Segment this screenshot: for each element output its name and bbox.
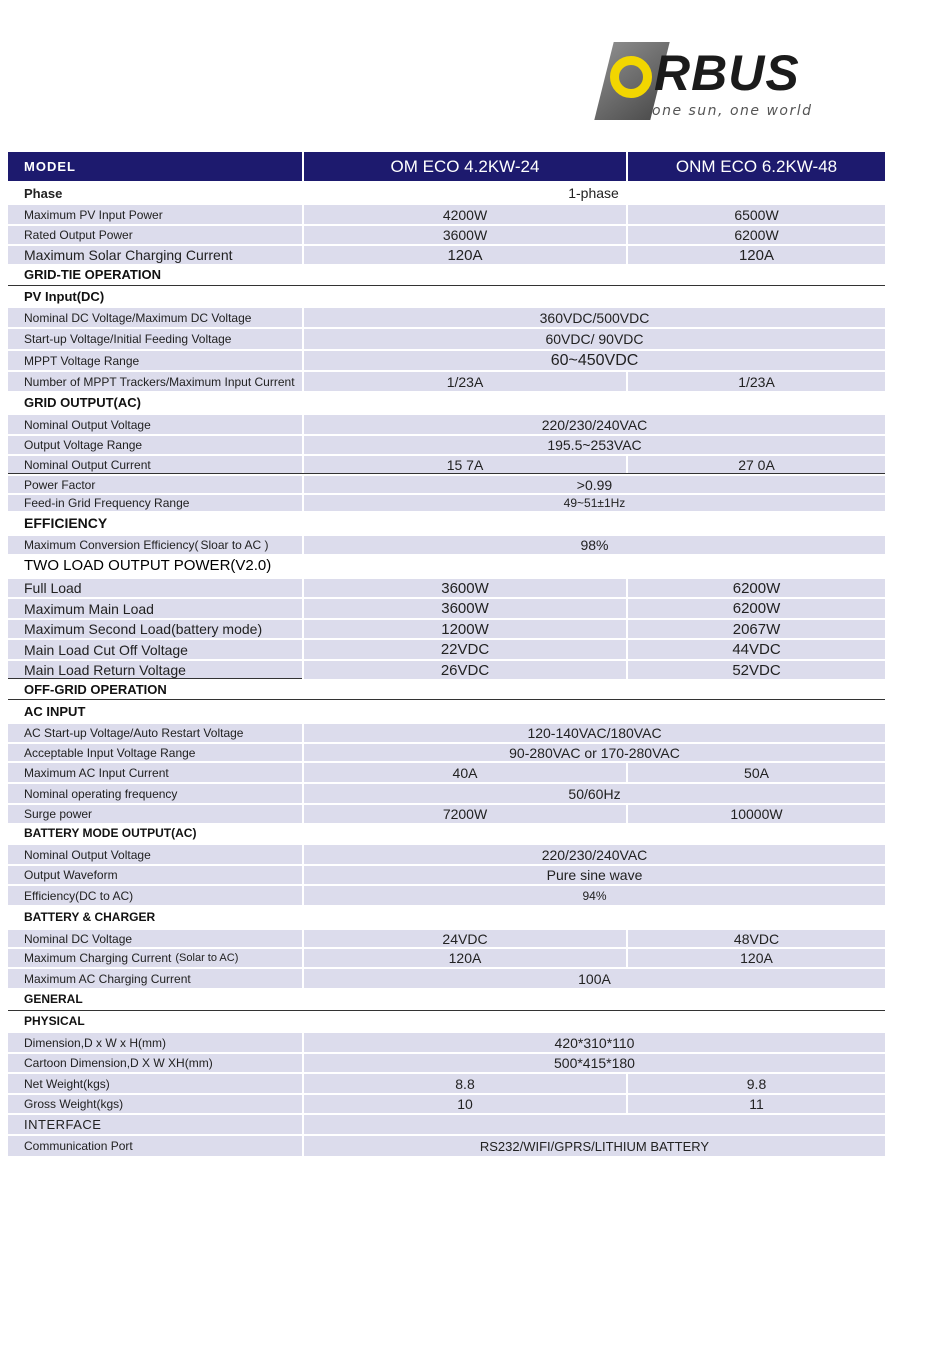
row-label: Nominal Output Voltage	[24, 417, 151, 432]
row-value: 1-phase	[568, 185, 619, 201]
spec-table	[8, 152, 885, 1156]
table-row	[8, 370, 885, 391]
row-label: Full Load	[24, 580, 82, 596]
row-value-b: 50A	[626, 763, 885, 782]
row-label: Nominal operating frequency	[24, 786, 178, 801]
row-value-b: 6500W	[626, 205, 885, 224]
row-value-b: 10000W	[626, 805, 885, 823]
model-b-header: ONM ECO 6.2KW-48	[626, 152, 885, 181]
row-value-b: 6200W	[626, 226, 885, 244]
table-row	[8, 659, 885, 679]
table-row	[8, 597, 885, 618]
row-label: Feed-in Grid Frequency Range	[24, 496, 190, 510]
row-label: Communication Port	[24, 1139, 133, 1153]
table-row	[8, 349, 885, 370]
row-value-a: 3600W	[302, 226, 626, 244]
row-value-a: 8.8	[302, 1074, 626, 1093]
section-battery-charger: BATTERY & CHARGER	[24, 909, 156, 924]
row-value-b: 120A	[626, 246, 885, 264]
section-grid-output: GRID OUTPUT(AC)	[24, 394, 141, 410]
row-value-a: 24VDC	[302, 930, 626, 947]
row-value-b: 1/23A	[626, 372, 885, 391]
row-label: INTERFACE	[24, 1117, 102, 1132]
row-label: Cartoon Dimension,D X W XH(mm)	[24, 1056, 213, 1070]
row-label-main: Maximum Charging Current	[24, 951, 172, 965]
model-header: MODEL	[24, 159, 76, 174]
row-label: Maximum Main Load	[24, 600, 154, 617]
table-row	[8, 928, 885, 947]
row-label: Net Weight(kgs)	[24, 1076, 110, 1091]
row-value-a: 120A	[302, 246, 626, 264]
table-row	[8, 181, 885, 203]
row-value: 195.5~253VAC	[302, 436, 885, 454]
section-grid-tie: GRID-TIE OPERATION	[8, 264, 885, 286]
row-value-b: 52VDC	[626, 661, 885, 679]
row-value: 500*415*180	[302, 1054, 885, 1072]
row-label: Maximum Second Load(battery mode)	[24, 621, 263, 637]
table-row	[8, 884, 885, 905]
logo-wordmark: RBUS	[654, 45, 800, 101]
table-row	[8, 722, 885, 742]
table-row	[8, 454, 885, 474]
row-value-b: 48VDC	[626, 930, 885, 947]
row-value-b: 6200W	[626, 599, 885, 618]
row-value: 98%	[302, 536, 885, 554]
row-label: Maximum AC Charging Current	[24, 971, 191, 986]
section-pv-input: PV Input(DC)	[24, 288, 105, 304]
row-label: Nominal Output Voltage	[24, 847, 151, 862]
row-value: 60VDC/ 90VDC	[302, 329, 885, 349]
section-efficiency: EFFICIENCY	[24, 514, 108, 531]
row-value-b: 44VDC	[626, 640, 885, 659]
table-row	[8, 1113, 885, 1134]
table-row	[8, 1031, 885, 1052]
row-value-a: 15 7A	[302, 456, 626, 473]
row-value-b: 11	[626, 1095, 885, 1113]
table-row	[8, 761, 885, 782]
row-value-a: 3600W	[302, 599, 626, 618]
row-value-b: 2067W	[626, 620, 885, 638]
row-value: 50/60Hz	[302, 784, 885, 803]
row-value: >0.99	[302, 476, 885, 493]
row-value: 94%	[302, 886, 885, 905]
row-value: 100A	[302, 969, 885, 988]
table-row	[8, 947, 885, 967]
row-value	[302, 1115, 885, 1134]
section-battery-mode: BATTERY MODE OUTPUT(AC)	[24, 826, 197, 840]
logo-o-ring-icon	[610, 56, 652, 98]
row-value-b: 6200W	[626, 579, 885, 597]
model-a-header: OM ECO 4.2KW-24	[302, 152, 626, 181]
row-label: Number of MPPT Trackers/Maximum Input Current	[24, 374, 295, 389]
row-label: Maximum AC Input Current	[24, 765, 169, 780]
row-label: Maximum PV Input Power	[24, 207, 163, 222]
row-value-b: 27 0A	[626, 456, 885, 473]
table-row	[8, 534, 885, 554]
table-row	[8, 618, 885, 638]
row-label: Nominal Output Current	[24, 457, 151, 472]
table-row	[8, 742, 885, 761]
row-label: Start-up Voltage/Initial Feeding Voltage	[24, 332, 232, 346]
table-row	[8, 413, 885, 434]
table-row	[8, 327, 885, 349]
row-label: Main Load Cut Off Voltage	[24, 641, 188, 658]
row-value-a: 7200W	[302, 805, 626, 823]
row-value-a: 1/23A	[302, 372, 626, 391]
table-row	[8, 577, 885, 597]
row-label: MPPT Voltage Range	[24, 353, 140, 368]
row-label: Output Voltage Range	[24, 438, 143, 452]
row-label: Maximum Solar Charging Current	[24, 247, 233, 263]
logo-tagline: one sun, one world	[652, 103, 813, 119]
table-row	[8, 803, 885, 823]
row-label: AC Start-up Voltage/Auto Restart Voltage	[24, 726, 244, 740]
table-row	[8, 1072, 885, 1093]
row-label-main: Maximum Conversion Efficiency(	[24, 538, 199, 552]
section-general: GENERAL	[8, 988, 885, 1011]
table-row	[8, 224, 885, 244]
row-value: 420*310*110	[302, 1033, 885, 1052]
row-label	[8, 536, 302, 554]
table-row	[8, 434, 885, 454]
table-row	[8, 1052, 885, 1072]
table-header	[8, 152, 885, 181]
table-row	[8, 1134, 885, 1156]
row-value-a: 40A	[302, 763, 626, 782]
row-label: Phase	[24, 185, 63, 201]
row-label: Surge power	[24, 807, 93, 821]
row-value: 49~51±1Hz	[302, 495, 885, 511]
table-row	[8, 1093, 885, 1113]
row-value-b: 120A	[626, 949, 885, 967]
row-label: Nominal DC Voltage	[24, 931, 133, 946]
row-value-a: 3600W	[302, 579, 626, 597]
row-value: 120-140VAC/180VAC	[302, 724, 885, 742]
row-value-a: 1200W	[302, 620, 626, 638]
section-physical: PHYSICAL	[24, 1014, 85, 1028]
row-label: Rated Output Power	[24, 228, 133, 242]
row-value: Pure sine wave	[302, 866, 885, 884]
table-row	[8, 203, 885, 224]
row-label-sub: Sloar to AC )	[200, 538, 269, 552]
row-value-a: 22VDC	[302, 640, 626, 659]
row-value-a: 26VDC	[302, 661, 626, 679]
row-label	[8, 949, 302, 967]
row-value-b: 9.8	[626, 1074, 885, 1093]
row-label: Power Factor	[24, 477, 96, 492]
row-label-sub: (Solar to AC)	[175, 952, 239, 964]
section-off-grid: OFF-GRID OPERATION	[8, 679, 885, 700]
row-label: Main Load Return Voltage	[8, 661, 302, 679]
table-row	[8, 843, 885, 864]
row-value-a: 120A	[302, 949, 626, 967]
row-value: 90-280VAC or 170-280VAC	[302, 744, 885, 761]
row-label: Acceptable Input Voltage Range	[24, 745, 196, 760]
table-row	[8, 967, 885, 988]
row-value: RS232/WIFI/GPRS/LITHIUM BATTERY	[302, 1136, 885, 1156]
table-row	[8, 864, 885, 884]
table-row	[8, 782, 885, 803]
row-label: Efficiency(DC to AC)	[24, 888, 134, 903]
row-label: Output Waveform	[24, 868, 118, 882]
row-value-a: 10	[302, 1095, 626, 1113]
table-row	[8, 493, 885, 511]
row-label: Nominal DC Voltage/Maximum DC Voltage	[24, 310, 252, 325]
table-row	[8, 244, 885, 264]
section-two-load: TWO LOAD OUTPUT POWER(V2.0)	[24, 557, 272, 574]
row-value: 60~450VDC	[302, 351, 885, 370]
brand-logo	[600, 40, 830, 125]
row-value: 360VDC/500VDC	[302, 308, 885, 327]
row-value-a: 4200W	[302, 205, 626, 224]
row-label: Gross Weight(kgs)	[24, 1097, 124, 1111]
table-row	[8, 306, 885, 327]
row-value: 220/230/240VAC	[302, 845, 885, 864]
table-row	[8, 474, 885, 493]
table-row	[8, 638, 885, 659]
row-label: Dimension,D x W x H(mm)	[24, 1035, 167, 1050]
section-ac-input: AC INPUT	[24, 703, 86, 719]
row-value: 220/230/240VAC	[302, 415, 885, 434]
